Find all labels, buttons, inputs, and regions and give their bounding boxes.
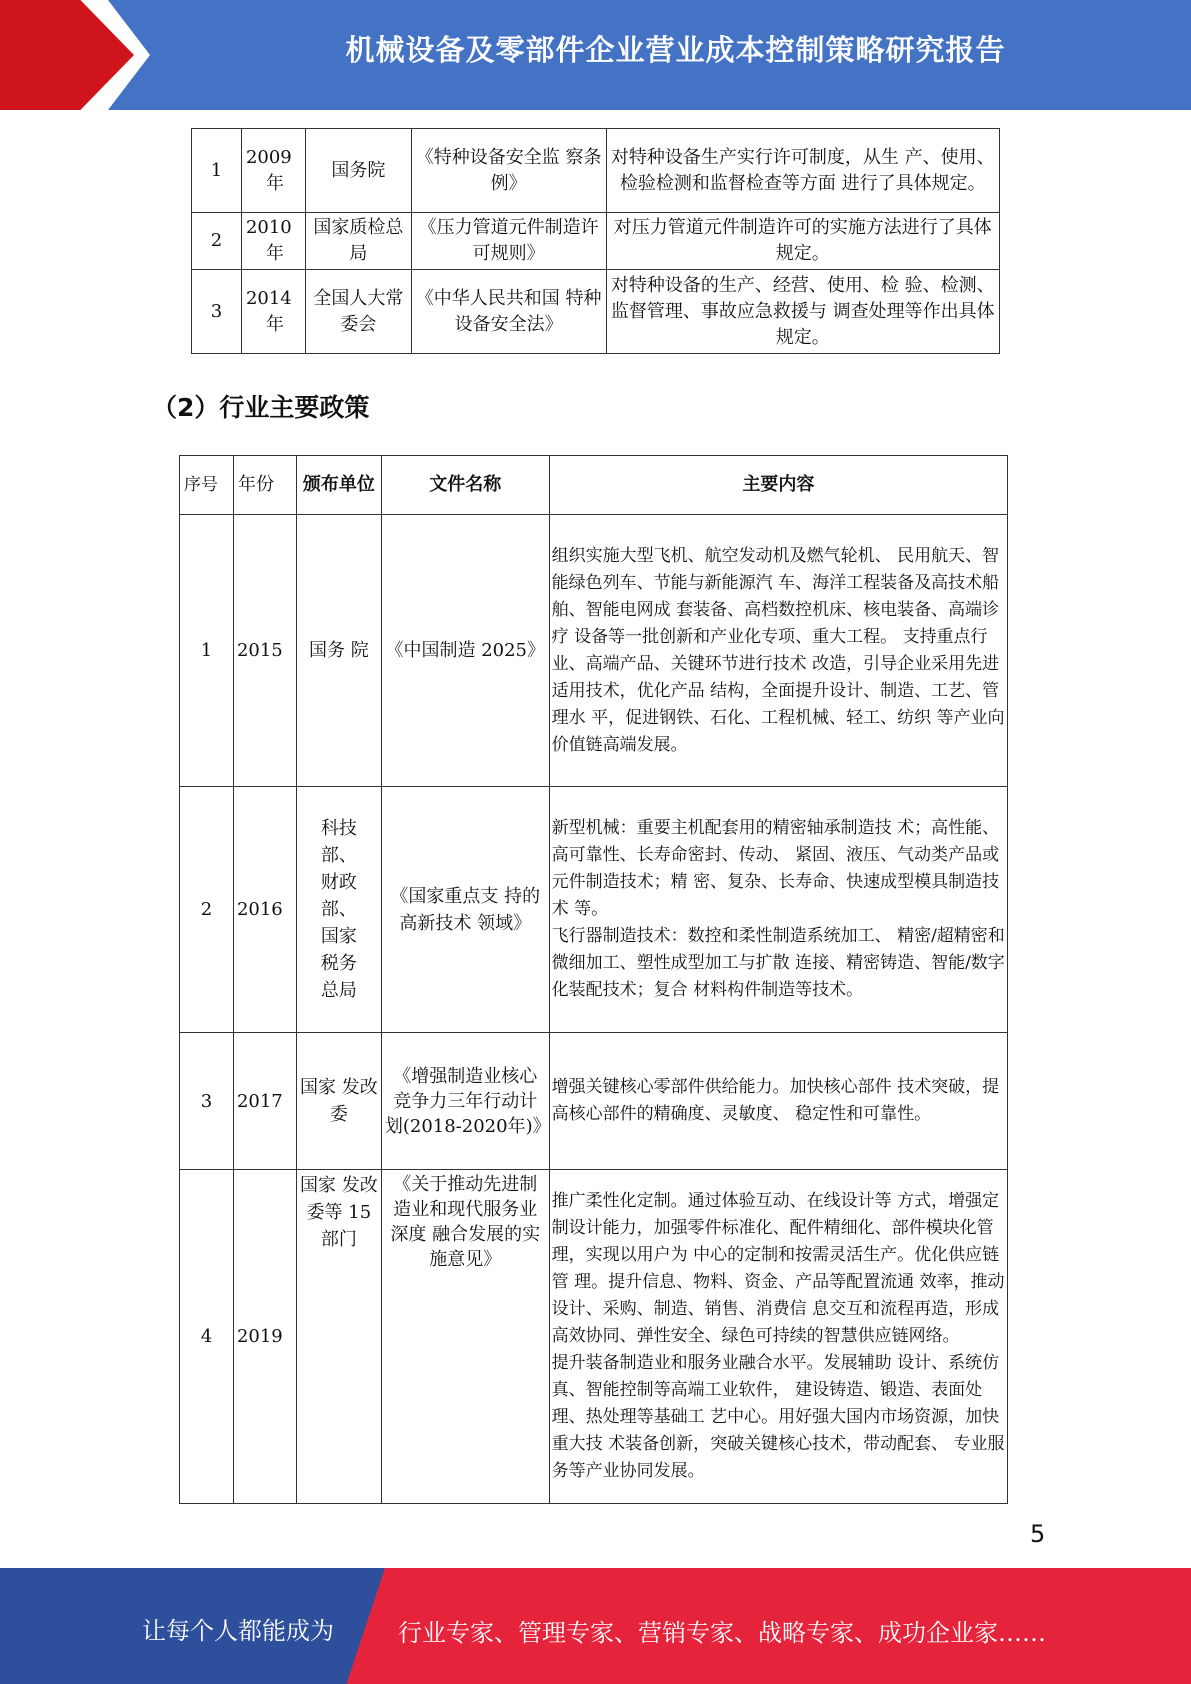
row-number: 4: [180, 1170, 234, 1504]
row-number: 3: [180, 1033, 234, 1170]
table-row: [180, 1170, 1008, 1504]
row-year: 2015: [233, 515, 296, 787]
row-number: 2: [192, 213, 242, 270]
footer-slogan-left: 让每个人都能成为: [142, 1617, 334, 1645]
row-issuer: 国务院: [305, 129, 411, 213]
row-issuer: 国务 院: [296, 515, 381, 787]
header-document: 文件名称: [381, 456, 549, 515]
footer-slogan-right: 行业专家、管理专家、营销专家、战略专家、成功企业家……: [398, 1619, 1046, 1647]
report-title: 机械设备及零部件企业营业成本控制策略研究报告: [345, 33, 1006, 67]
row-document: 《国家重点支 持的高新技术 领域》: [381, 787, 549, 1033]
page-number: 5: [1030, 1520, 1046, 1548]
header-seq: 序号: [180, 456, 234, 515]
row-number: 3: [192, 270, 242, 354]
row-document: 《特种设备安全监 察条例》: [411, 129, 606, 213]
row-document: 《增强制造业核心竞争力三年行动计划(2018-2020年)》: [381, 1033, 549, 1170]
row-issuer: 国家 发改 委: [296, 1033, 381, 1170]
page-header: [0, 0, 1191, 110]
content-paragraph: 新型机械：重要主机配套用的精密轴承制造技 术；高性能、高可靠性、长寿命密封、传动、 紧固、液压、气动类产品或元件制造技术；精 密、复杂、长寿命、快速成型模具制造技术 等。: [551, 818, 1000, 919]
row-year: 2014 年: [241, 270, 305, 354]
content-paragraph: 提升装备制造业和服务业融合水平。发展辅助 设计、系统仿真、智能控制等高端工业软件， 建设铸造、锻造、表面处理、热处理等基础工 艺中心。用好强大国内市场资源，加快重大技 术装备创新，突破关键核心技术，带动配套、 专业服务等产业协同发展。: [551, 1353, 1005, 1481]
row-year: 2016: [233, 787, 296, 1033]
header-year: 年份: [233, 456, 296, 515]
table-row: [192, 129, 1000, 213]
row-content: [549, 1170, 1007, 1504]
section-heading: （2）行业主要政策: [152, 393, 370, 422]
header-issuer: 颁布单位: [296, 456, 381, 515]
row-number: 1: [192, 129, 242, 213]
row-content: 增强关键核心零部件供给能力。加快核心部件 技术突破，提高核心部件的精确度、灵敏度、 稳定性和可靠性。: [549, 1033, 1007, 1170]
row-content: 对特种设备的生产、经营、使用、检 验、检测、监督管理、事故应急救援与 调查处理等作出具体规定。: [606, 270, 999, 354]
row-number: 2: [180, 787, 234, 1033]
table-row: [180, 515, 1008, 787]
table-header-row: [180, 456, 1008, 515]
table-row: [180, 1033, 1008, 1170]
row-year: 2009 年: [241, 129, 305, 213]
row-year: 2017: [233, 1033, 296, 1170]
regulations-table: [191, 128, 1000, 354]
row-content: [549, 787, 1007, 1033]
row-issuer: 国家质检总局: [305, 213, 411, 270]
table-row: [192, 213, 1000, 270]
page-footer: [0, 1568, 1191, 1684]
row-document: 《中华人民共和国 特种设备安全法》: [411, 270, 606, 354]
row-document: 《关于推动先进制造业和现代服务业深度 融合发展的实 施意见》: [381, 1170, 549, 1504]
policies-table: [179, 455, 1008, 1504]
row-content: 对特种设备生产实行许可制度，从生 产、使用、检验检测和监督检查等方面 进行了具体规定。: [606, 129, 999, 213]
header-content: 主要内容: [549, 456, 1007, 515]
table-row: [180, 787, 1008, 1033]
row-issuer: 国家 发改委等 15 部门: [296, 1170, 381, 1504]
table-row: [192, 270, 1000, 354]
row-number: 1: [180, 515, 234, 787]
row-issuer: 科技 部、 财政 部、 国家 税务 总局: [296, 787, 381, 1033]
row-year: 2019: [233, 1170, 296, 1504]
row-year: 2010 年: [241, 213, 305, 270]
row-content: 组织实施大型飞机、航空发动机及燃气轮机、 民用航天、智能绿色列车、节能与新能源汽 车、海洋工程装备及高技术船舶、智能电网成 套装备、高档数控机床、核电装备、高端诊疗 设备等一批创新和产业化专项、重大工程。 支持重点行业、高端产品、关键环节进行技术 改造，引导企业采用先进适用技术，优化产品 结构，全面提升设计、制造、工艺、管理水 平，促进钢铁、石化、工程机械、轻工、纺织 等产业向价值链高端发展。: [549, 515, 1007, 787]
row-document: 《中国制造 2025》: [381, 515, 549, 787]
row-document: 《压力管道元件制造许可规则》: [411, 213, 606, 270]
content-paragraph: 推广柔性化定制。通过体验互动、在线设计等 方式，增强定制设计能力，加强零件标准化、配件精细化、部件模块化管理，实现以用户为 中心的定制和按需灵活生产。优化供应链管 理。提升信息、物料、资金、产品等配置流通 效率，推动设计、采购、制造、销售、消费信 息交互和流程再造，形成高效协同、弹性安全、绿色可持续的智慧供应链网络。: [551, 1191, 1005, 1346]
row-issuer: 全国人大常委会: [305, 270, 411, 354]
content-paragraph: 飞行器制造技术：数控和柔性制造系统加工、 精密/超精密和微细加工、塑性成型加工与扩散 连接、精密铸造、智能/数字化装配技术；复合 材料构件制造等技术。: [551, 926, 1005, 1000]
row-content: 对压力管道元件制造许可的实施方法进行了具体规定。: [606, 213, 999, 270]
